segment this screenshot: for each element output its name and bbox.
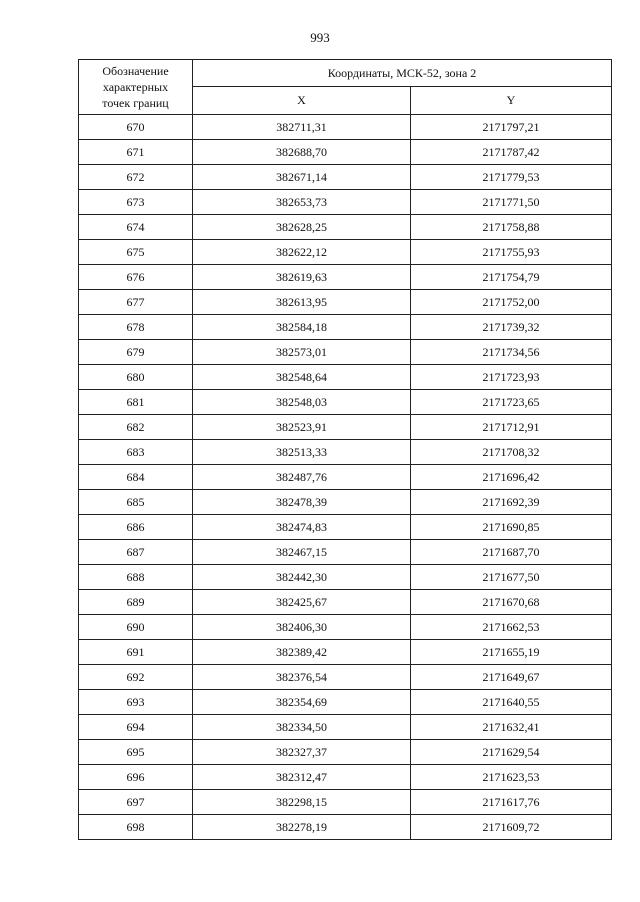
table-row bbox=[79, 815, 612, 840]
x-coordinate-cell: 382628,25 bbox=[193, 215, 411, 240]
coords-header: Координаты, МСК-52, зона 2 bbox=[193, 60, 612, 87]
x-coordinate-cell: 382334,50 bbox=[193, 715, 411, 740]
table-row bbox=[79, 115, 612, 140]
table-row bbox=[79, 290, 612, 315]
y-coordinate-cell: 2171708,32 bbox=[411, 440, 612, 465]
point-id-cell: 697 bbox=[79, 790, 193, 815]
x-coordinate-cell: 382671,14 bbox=[193, 165, 411, 190]
point-id-cell: 690 bbox=[79, 615, 193, 640]
point-id-cell: 684 bbox=[79, 465, 193, 490]
point-id-cell: 698 bbox=[79, 815, 193, 840]
x-coordinate-cell: 382653,73 bbox=[193, 190, 411, 215]
y-coordinate-cell: 2171752,00 bbox=[411, 290, 612, 315]
x-coordinate-cell: 382278,19 bbox=[193, 815, 411, 840]
x-coordinate-cell: 382327,37 bbox=[193, 740, 411, 765]
y-coordinate-cell: 2171649,67 bbox=[411, 665, 612, 690]
x-coordinate-cell: 382312,47 bbox=[193, 765, 411, 790]
y-coordinate-cell: 2171677,50 bbox=[411, 565, 612, 590]
point-id-cell: 692 bbox=[79, 665, 193, 690]
coordinates-table bbox=[78, 59, 612, 840]
table-row bbox=[79, 465, 612, 490]
x-coordinate-cell: 382406,30 bbox=[193, 615, 411, 640]
point-id-cell: 674 bbox=[79, 215, 193, 240]
point-id-cell: 677 bbox=[79, 290, 193, 315]
table-row bbox=[79, 690, 612, 715]
point-id-cell: 681 bbox=[79, 390, 193, 415]
table-row bbox=[79, 265, 612, 290]
y-coordinate-cell: 2171617,76 bbox=[411, 790, 612, 815]
y-coordinate-cell: 2171723,65 bbox=[411, 390, 612, 415]
x-coordinate-cell: 382711,31 bbox=[193, 115, 411, 140]
x-coordinate-cell: 382548,03 bbox=[193, 390, 411, 415]
point-id-cell: 676 bbox=[79, 265, 193, 290]
table-row bbox=[79, 540, 612, 565]
table-row bbox=[79, 365, 612, 390]
table-row bbox=[79, 740, 612, 765]
point-id-cell: 688 bbox=[79, 565, 193, 590]
table-row bbox=[79, 665, 612, 690]
y-coordinate-cell: 2171734,56 bbox=[411, 340, 612, 365]
y-coordinate-cell: 2171754,79 bbox=[411, 265, 612, 290]
x-coordinate-cell: 382474,83 bbox=[193, 515, 411, 540]
y-coordinate-cell: 2171696,42 bbox=[411, 465, 612, 490]
y-coordinate-cell: 2171632,41 bbox=[411, 715, 612, 740]
y-coordinate-cell: 2171755,93 bbox=[411, 240, 612, 265]
table-row bbox=[79, 490, 612, 515]
table-row bbox=[79, 765, 612, 790]
point-id-cell: 691 bbox=[79, 640, 193, 665]
point-id-cell: 686 bbox=[79, 515, 193, 540]
y-coordinate-cell: 2171687,70 bbox=[411, 540, 612, 565]
y-coordinate-cell: 2171670,68 bbox=[411, 590, 612, 615]
point-label-line2: характерных bbox=[102, 80, 169, 94]
point-id-cell: 673 bbox=[79, 190, 193, 215]
x-coordinate-cell: 382389,42 bbox=[193, 640, 411, 665]
x-column-header: X bbox=[193, 87, 411, 115]
y-column-header: Y bbox=[411, 87, 612, 115]
x-coordinate-cell: 382513,33 bbox=[193, 440, 411, 465]
point-id-cell: 682 bbox=[79, 415, 193, 440]
y-coordinate-cell: 2171690,85 bbox=[411, 515, 612, 540]
table-row bbox=[79, 315, 612, 340]
x-coordinate-cell: 382573,01 bbox=[193, 340, 411, 365]
table-row bbox=[79, 715, 612, 740]
point-id-cell: 672 bbox=[79, 165, 193, 190]
table-row bbox=[79, 440, 612, 465]
x-coordinate-cell: 382523,91 bbox=[193, 415, 411, 440]
y-coordinate-cell: 2171797,21 bbox=[411, 115, 612, 140]
table-row bbox=[79, 340, 612, 365]
x-coordinate-cell: 382548,64 bbox=[193, 365, 411, 390]
page-number: 993 bbox=[310, 30, 330, 45]
point-id-cell: 694 bbox=[79, 715, 193, 740]
point-label-line1: Обозначение bbox=[102, 64, 169, 78]
x-coordinate-cell: 382613,95 bbox=[193, 290, 411, 315]
table-row bbox=[79, 165, 612, 190]
y-coordinate-cell: 2171779,53 bbox=[411, 165, 612, 190]
x-coordinate-cell: 382688,70 bbox=[193, 140, 411, 165]
x-coordinate-cell: 382442,30 bbox=[193, 565, 411, 590]
table-row bbox=[79, 565, 612, 590]
x-coordinate-cell: 382467,15 bbox=[193, 540, 411, 565]
point-label-header bbox=[79, 60, 193, 115]
y-coordinate-cell: 2171640,55 bbox=[411, 690, 612, 715]
table-header bbox=[79, 60, 612, 115]
table-body bbox=[79, 115, 612, 840]
x-coordinate-cell: 382425,67 bbox=[193, 590, 411, 615]
x-coordinate-cell: 382354,69 bbox=[193, 690, 411, 715]
table-row bbox=[79, 240, 612, 265]
x-coordinate-cell: 382298,15 bbox=[193, 790, 411, 815]
table-row bbox=[79, 190, 612, 215]
point-id-cell: 671 bbox=[79, 140, 193, 165]
x-coordinate-cell: 382584,18 bbox=[193, 315, 411, 340]
table-row bbox=[79, 390, 612, 415]
y-coordinate-cell: 2171758,88 bbox=[411, 215, 612, 240]
point-id-cell: 678 bbox=[79, 315, 193, 340]
table-row bbox=[79, 515, 612, 540]
point-id-cell: 670 bbox=[79, 115, 193, 140]
point-id-cell: 693 bbox=[79, 690, 193, 715]
y-coordinate-cell: 2171655,19 bbox=[411, 640, 612, 665]
point-id-cell: 680 bbox=[79, 365, 193, 390]
table-row bbox=[79, 415, 612, 440]
y-coordinate-cell: 2171723,93 bbox=[411, 365, 612, 390]
table-row bbox=[79, 640, 612, 665]
x-coordinate-cell: 382622,12 bbox=[193, 240, 411, 265]
y-coordinate-cell: 2171623,53 bbox=[411, 765, 612, 790]
point-id-cell: 696 bbox=[79, 765, 193, 790]
y-coordinate-cell: 2171787,42 bbox=[411, 140, 612, 165]
table-row bbox=[79, 790, 612, 815]
table-row bbox=[79, 140, 612, 165]
y-coordinate-cell: 2171609,72 bbox=[411, 815, 612, 840]
x-coordinate-cell: 382619,63 bbox=[193, 265, 411, 290]
point-id-cell: 675 bbox=[79, 240, 193, 265]
table-row bbox=[79, 215, 612, 240]
point-id-cell: 695 bbox=[79, 740, 193, 765]
y-coordinate-cell: 2171692,39 bbox=[411, 490, 612, 515]
point-id-cell: 687 bbox=[79, 540, 193, 565]
y-coordinate-cell: 2171739,32 bbox=[411, 315, 612, 340]
table-row bbox=[79, 615, 612, 640]
point-label-line3: точек границ bbox=[102, 96, 169, 110]
y-coordinate-cell: 2171662,53 bbox=[411, 615, 612, 640]
point-id-cell: 689 bbox=[79, 590, 193, 615]
x-coordinate-cell: 382487,76 bbox=[193, 465, 411, 490]
y-coordinate-cell: 2171771,50 bbox=[411, 190, 612, 215]
y-coordinate-cell: 2171629,54 bbox=[411, 740, 612, 765]
table-row bbox=[79, 590, 612, 615]
x-coordinate-cell: 382376,54 bbox=[193, 665, 411, 690]
x-coordinate-cell: 382478,39 bbox=[193, 490, 411, 515]
y-coordinate-cell: 2171712,91 bbox=[411, 415, 612, 440]
point-id-cell: 683 bbox=[79, 440, 193, 465]
point-id-cell: 685 bbox=[79, 490, 193, 515]
point-id-cell: 679 bbox=[79, 340, 193, 365]
